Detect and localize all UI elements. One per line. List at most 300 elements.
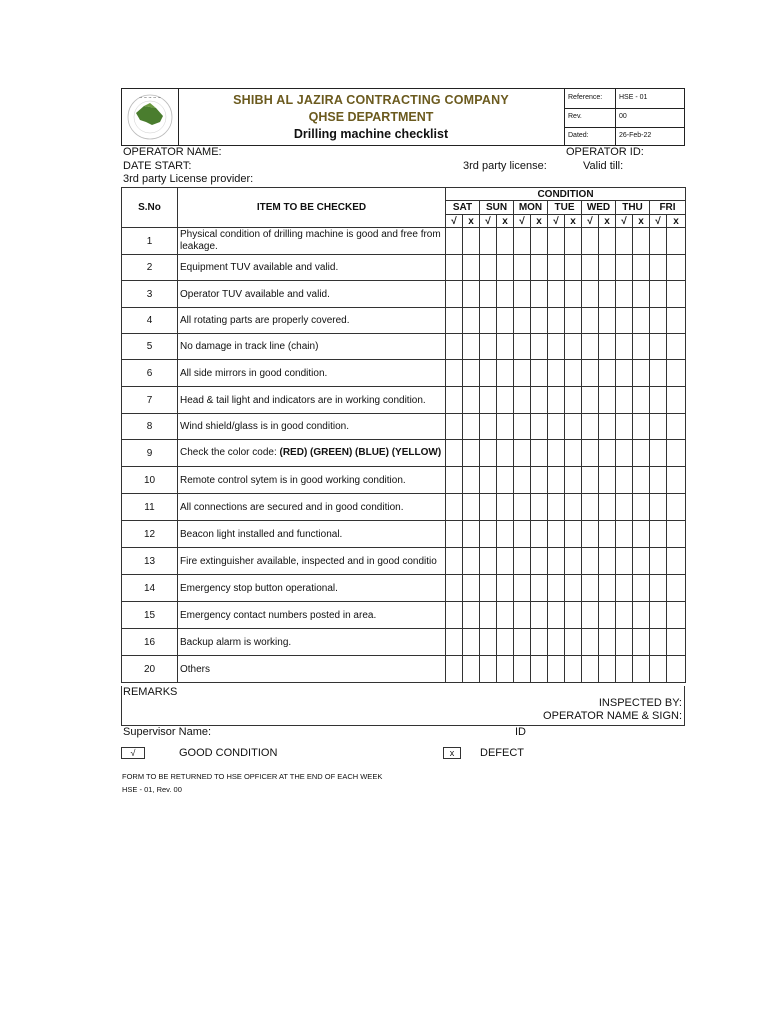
check-cell[interactable] (480, 360, 497, 387)
check-cell[interactable] (480, 467, 497, 494)
reference-label: Reference: (568, 94, 603, 101)
check-cell[interactable] (514, 387, 531, 414)
check-cell[interactable] (514, 281, 531, 308)
check-cell[interactable] (650, 281, 667, 308)
check-cell[interactable] (446, 228, 463, 255)
defect-label: DEFECT (480, 747, 524, 759)
check-cell[interactable] (633, 255, 650, 281)
check-cell[interactable] (650, 656, 667, 683)
check-cell[interactable] (582, 548, 599, 575)
check-cell[interactable] (497, 360, 514, 387)
check-cell[interactable] (514, 494, 531, 521)
check-cell[interactable] (667, 360, 686, 387)
check-cell[interactable] (480, 629, 497, 656)
check-cell[interactable] (599, 521, 616, 548)
row-item: All side mirrors in good condition. (178, 360, 446, 387)
valid-till-label[interactable]: Valid till: (583, 160, 624, 172)
day-header-wed: WED (582, 201, 616, 215)
check-cell[interactable] (667, 494, 686, 521)
check-cell[interactable] (582, 228, 599, 255)
check-cell[interactable] (514, 521, 531, 548)
check-cell[interactable] (667, 387, 686, 414)
check-cell[interactable] (650, 360, 667, 387)
check-cell[interactable] (565, 360, 582, 387)
check-cell[interactable] (463, 656, 480, 683)
operator-id-label[interactable]: OPERATOR ID: (566, 146, 644, 158)
check-cell[interactable] (548, 548, 565, 575)
check-cell[interactable] (599, 387, 616, 414)
check-cell[interactable] (599, 494, 616, 521)
check-cell[interactable] (565, 255, 582, 281)
table-row (122, 629, 686, 656)
row-number: 1 (122, 228, 178, 255)
check-cell[interactable] (582, 308, 599, 334)
check-cell[interactable] (599, 575, 616, 602)
return-note: FORM TO BE RETURNED TO HSE OPFICER AT THE END OF EACH WEEK (122, 772, 383, 781)
check-cell[interactable] (463, 521, 480, 548)
check-cell[interactable] (565, 414, 582, 440)
check-cell[interactable] (497, 494, 514, 521)
row-item: Fire extinguisher available, inspected and in good conditio (178, 548, 446, 575)
check-cell[interactable] (446, 334, 463, 360)
check-cell[interactable] (497, 414, 514, 440)
check-cell[interactable] (548, 440, 565, 467)
check-cell[interactable] (582, 255, 599, 281)
check-cell[interactable] (650, 255, 667, 281)
check-cell[interactable] (548, 602, 565, 629)
check-cell[interactable] (548, 629, 565, 656)
check-cell[interactable] (616, 360, 633, 387)
check-cell[interactable] (548, 255, 565, 281)
table-row (122, 548, 686, 575)
check-cell[interactable] (548, 281, 565, 308)
check-cell[interactable] (531, 414, 548, 440)
department-name: QHSE DEPARTMENT (308, 110, 434, 124)
check-cell[interactable] (565, 629, 582, 656)
table-row (122, 467, 686, 494)
check-cell[interactable] (548, 575, 565, 602)
check-cell[interactable] (531, 467, 548, 494)
check-cell[interactable] (599, 467, 616, 494)
check-cell[interactable] (616, 521, 633, 548)
check-cell[interactable] (616, 656, 633, 683)
check-cell[interactable] (548, 387, 565, 414)
check-cell[interactable] (582, 575, 599, 602)
check-cell[interactable] (480, 656, 497, 683)
check-cell[interactable] (446, 387, 463, 414)
check-cell[interactable] (650, 414, 667, 440)
check-cell[interactable] (463, 228, 480, 255)
check-cell[interactable] (531, 334, 548, 360)
check-cell[interactable] (633, 360, 650, 387)
check-cell[interactable] (582, 629, 599, 656)
check-cell[interactable] (650, 494, 667, 521)
check-cell[interactable] (633, 387, 650, 414)
check-cell[interactable] (514, 656, 531, 683)
table-row (122, 494, 686, 521)
check-cell[interactable] (548, 467, 565, 494)
check-cell[interactable] (446, 255, 463, 281)
check-cell[interactable] (667, 308, 686, 334)
check-cell[interactable] (616, 629, 633, 656)
check-cell[interactable] (565, 334, 582, 360)
check-cell[interactable] (480, 334, 497, 360)
check-cell[interactable] (633, 575, 650, 602)
license-provider-label[interactable]: 3rd party License provider: (123, 173, 254, 185)
defect-mark-header: x (463, 215, 480, 228)
check-cell[interactable] (514, 360, 531, 387)
date-start-label[interactable]: DATE START: (123, 160, 192, 172)
check-cell[interactable] (650, 308, 667, 334)
check-cell[interactable] (650, 521, 667, 548)
rev-value: 00 (619, 113, 627, 120)
check-cell[interactable] (497, 255, 514, 281)
item-header: ITEM TO BE CHECKED (178, 188, 446, 228)
check-cell[interactable] (633, 467, 650, 494)
check-cell[interactable] (633, 414, 650, 440)
check-cell[interactable] (582, 494, 599, 521)
check-cell[interactable] (548, 334, 565, 360)
check-cell[interactable] (616, 602, 633, 629)
check-cell[interactable] (463, 440, 480, 467)
check-cell[interactable] (531, 308, 548, 334)
check-cell[interactable] (480, 548, 497, 575)
check-cell[interactable] (497, 281, 514, 308)
check-cell[interactable] (531, 575, 548, 602)
check-cell[interactable] (497, 602, 514, 629)
check-cell[interactable] (514, 548, 531, 575)
table-row (122, 334, 686, 360)
check-cell[interactable] (633, 228, 650, 255)
check-cell[interactable] (480, 387, 497, 414)
table-row (122, 521, 686, 548)
check-cell[interactable] (599, 548, 616, 575)
check-cell[interactable] (531, 494, 548, 521)
check-cell[interactable] (531, 629, 548, 656)
defect-mark-header: x (633, 215, 650, 228)
check-cell[interactable] (463, 548, 480, 575)
check-cell[interactable] (582, 656, 599, 683)
check-cell[interactable] (650, 387, 667, 414)
check-cell[interactable] (565, 575, 582, 602)
check-cell[interactable] (531, 521, 548, 548)
check-cell[interactable] (463, 334, 480, 360)
check-cell[interactable] (650, 228, 667, 255)
check-cell[interactable] (531, 360, 548, 387)
check-cell[interactable] (599, 308, 616, 334)
check-cell[interactable] (616, 387, 633, 414)
check-cell[interactable] (582, 521, 599, 548)
check-cell[interactable] (497, 629, 514, 656)
check-cell[interactable] (565, 494, 582, 521)
check-cell[interactable] (582, 387, 599, 414)
check-cell[interactable] (497, 575, 514, 602)
row-item: All rotating parts are properly covered. (178, 308, 446, 334)
check-cell[interactable] (446, 360, 463, 387)
check-cell[interactable] (633, 334, 650, 360)
check-cell[interactable] (497, 467, 514, 494)
check-cell[interactable] (514, 467, 531, 494)
check-cell[interactable] (582, 334, 599, 360)
check-cell[interactable] (616, 414, 633, 440)
check-cell[interactable] (480, 521, 497, 548)
reference-box (564, 89, 685, 145)
check-cell[interactable] (497, 656, 514, 683)
check-cell[interactable] (667, 656, 686, 683)
check-cell[interactable] (463, 360, 480, 387)
row-item: Remote control sytem is in good working condition. (178, 467, 446, 494)
check-cell[interactable] (463, 602, 480, 629)
check-cell[interactable] (667, 602, 686, 629)
check-cell[interactable] (480, 228, 497, 255)
check-cell[interactable] (582, 440, 599, 467)
check-cell[interactable] (514, 440, 531, 467)
check-cell[interactable] (650, 440, 667, 467)
check-cell[interactable] (463, 414, 480, 440)
ok-mark-header: √ (548, 215, 565, 228)
third-party-license-label[interactable]: 3rd party license: (463, 160, 547, 172)
check-cell[interactable] (582, 414, 599, 440)
check-cell[interactable] (582, 281, 599, 308)
check-cell[interactable] (616, 255, 633, 281)
check-cell[interactable] (565, 387, 582, 414)
row-item: No damage in track line (chain) (178, 334, 446, 360)
check-cell[interactable] (565, 467, 582, 494)
logo-cell (122, 89, 179, 145)
operator-sign-label[interactable]: OPERATOR NAME & SIGN: (543, 710, 682, 722)
check-cell[interactable] (463, 629, 480, 656)
check-cell[interactable] (633, 548, 650, 575)
check-cell[interactable] (667, 575, 686, 602)
check-cell[interactable] (446, 656, 463, 683)
check-cell[interactable] (548, 308, 565, 334)
check-cell[interactable] (531, 255, 548, 281)
check-cell[interactable] (497, 308, 514, 334)
ok-mark-header: √ (514, 215, 531, 228)
check-cell[interactable] (616, 228, 633, 255)
check-cell[interactable] (463, 494, 480, 521)
check-cell[interactable] (514, 228, 531, 255)
check-cell[interactable] (480, 414, 497, 440)
check-cell[interactable] (667, 548, 686, 575)
check-cell[interactable] (616, 494, 633, 521)
check-cell[interactable] (446, 440, 463, 467)
check-cell[interactable] (480, 281, 497, 308)
row-number: 14 (122, 575, 178, 602)
check-cell[interactable] (548, 494, 565, 521)
check-cell[interactable] (514, 308, 531, 334)
check-cell[interactable] (463, 255, 480, 281)
check-cell[interactable] (446, 629, 463, 656)
check-cell[interactable] (446, 494, 463, 521)
check-cell[interactable] (565, 656, 582, 683)
check-cell[interactable] (599, 602, 616, 629)
reference-row (565, 89, 685, 109)
check-cell[interactable] (616, 467, 633, 494)
check-cell[interactable] (446, 467, 463, 494)
check-cell[interactable] (667, 281, 686, 308)
check-cell[interactable] (497, 440, 514, 467)
row-item: Backup alarm is working. (178, 629, 446, 656)
check-cell[interactable] (446, 602, 463, 629)
check-cell[interactable] (531, 602, 548, 629)
check-cell[interactable] (650, 575, 667, 602)
check-cell[interactable] (667, 440, 686, 467)
check-cell[interactable] (480, 575, 497, 602)
check-cell[interactable] (480, 602, 497, 629)
check-cell[interactable] (480, 440, 497, 467)
check-cell[interactable] (463, 387, 480, 414)
day-header-mon: MON (514, 201, 548, 215)
check-cell[interactable] (582, 360, 599, 387)
check-cell[interactable] (565, 281, 582, 308)
check-cell[interactable] (650, 629, 667, 656)
company-logo-map-icon (122, 89, 178, 145)
check-cell[interactable] (667, 255, 686, 281)
check-cell[interactable] (650, 548, 667, 575)
good-mark-box: √ (121, 747, 145, 759)
check-cell[interactable] (463, 575, 480, 602)
check-cell[interactable] (446, 281, 463, 308)
form-header (121, 88, 685, 146)
check-cell[interactable] (582, 602, 599, 629)
check-cell[interactable] (616, 440, 633, 467)
check-cell[interactable] (616, 548, 633, 575)
check-cell[interactable] (514, 255, 531, 281)
check-cell[interactable] (446, 548, 463, 575)
check-cell[interactable] (633, 281, 650, 308)
row-number: 5 (122, 334, 178, 360)
check-cell[interactable] (531, 440, 548, 467)
check-cell[interactable] (667, 629, 686, 656)
row-item-prefix: Check the color code: (180, 447, 280, 458)
check-cell[interactable] (599, 440, 616, 467)
check-cell[interactable] (531, 656, 548, 683)
check-cell[interactable] (480, 255, 497, 281)
check-cell[interactable] (497, 521, 514, 548)
ok-mark-header: √ (616, 215, 633, 228)
check-cell[interactable] (667, 521, 686, 548)
check-cell[interactable] (463, 308, 480, 334)
reference-value: HSE - 01 (619, 94, 648, 101)
check-cell[interactable] (446, 521, 463, 548)
check-cell[interactable] (633, 440, 650, 467)
check-cell[interactable] (667, 414, 686, 440)
row-number: 6 (122, 360, 178, 387)
supervisor-name-label[interactable]: Supervisor Name: (123, 726, 212, 738)
check-cell[interactable] (463, 281, 480, 308)
check-cell[interactable] (548, 414, 565, 440)
check-cell[interactable] (599, 629, 616, 656)
id-label[interactable]: ID (515, 726, 526, 738)
check-cell[interactable] (497, 387, 514, 414)
check-cell[interactable] (633, 629, 650, 656)
check-cell[interactable] (565, 548, 582, 575)
check-cell[interactable] (548, 656, 565, 683)
check-cell[interactable] (650, 602, 667, 629)
check-cell[interactable] (616, 281, 633, 308)
check-cell[interactable] (565, 228, 582, 255)
ok-mark-header: √ (650, 215, 667, 228)
check-cell[interactable] (565, 440, 582, 467)
check-cell[interactable] (633, 521, 650, 548)
company-name: SHIBH AL JAZIRA CONTRACTING COMPANY (233, 93, 509, 107)
check-cell[interactable] (599, 228, 616, 255)
check-cell[interactable] (565, 308, 582, 334)
check-cell[interactable] (633, 494, 650, 521)
check-cell[interactable] (531, 387, 548, 414)
check-cell[interactable] (548, 521, 565, 548)
check-cell[interactable] (616, 308, 633, 334)
table-row (122, 656, 686, 683)
check-cell[interactable] (480, 308, 497, 334)
remarks-label[interactable]: REMARKS (123, 686, 178, 698)
check-cell[interactable] (582, 467, 599, 494)
table-row (122, 255, 686, 281)
table-row (122, 387, 686, 414)
check-cell[interactable] (565, 602, 582, 629)
check-cell[interactable] (514, 334, 531, 360)
defect-mark-header: x (599, 215, 616, 228)
check-cell[interactable] (633, 308, 650, 334)
check-cell[interactable] (616, 334, 633, 360)
check-cell[interactable] (531, 548, 548, 575)
check-cell[interactable] (497, 228, 514, 255)
check-cell[interactable] (650, 334, 667, 360)
row-item: Emergency stop button operational. (178, 575, 446, 602)
check-cell[interactable] (514, 602, 531, 629)
check-cell[interactable] (446, 575, 463, 602)
check-cell[interactable] (667, 228, 686, 255)
check-cell[interactable] (531, 281, 548, 308)
check-cell[interactable] (497, 334, 514, 360)
row-number: 7 (122, 387, 178, 414)
operator-name-label[interactable]: OPERATOR NAME: (123, 146, 222, 158)
check-cell[interactable] (565, 521, 582, 548)
check-cell[interactable] (667, 467, 686, 494)
ok-mark-header: √ (446, 215, 463, 228)
check-cell[interactable] (497, 548, 514, 575)
check-cell[interactable] (548, 228, 565, 255)
check-cell[interactable] (514, 629, 531, 656)
row-item (178, 440, 446, 467)
check-cell[interactable] (446, 414, 463, 440)
check-cell[interactable] (531, 228, 548, 255)
check-cell[interactable] (599, 360, 616, 387)
check-cell[interactable] (616, 575, 633, 602)
rev-label: Rev. (568, 113, 582, 120)
check-cell[interactable] (599, 255, 616, 281)
check-cell[interactable] (463, 467, 480, 494)
check-cell[interactable] (514, 414, 531, 440)
check-cell[interactable] (548, 360, 565, 387)
check-cell[interactable] (599, 656, 616, 683)
dated-label: Dated: (568, 132, 589, 139)
check-cell[interactable] (599, 281, 616, 308)
check-cell[interactable] (446, 308, 463, 334)
check-cell[interactable] (633, 656, 650, 683)
row-item: Head & tail light and indicators are in working condition. (178, 387, 446, 414)
check-cell[interactable] (514, 575, 531, 602)
check-cell[interactable] (650, 467, 667, 494)
ok-mark-header: √ (480, 215, 497, 228)
check-cell[interactable] (599, 414, 616, 440)
check-cell[interactable] (633, 602, 650, 629)
table-row (122, 414, 686, 440)
check-cell[interactable] (599, 334, 616, 360)
check-cell[interactable] (667, 334, 686, 360)
check-cell[interactable] (480, 494, 497, 521)
